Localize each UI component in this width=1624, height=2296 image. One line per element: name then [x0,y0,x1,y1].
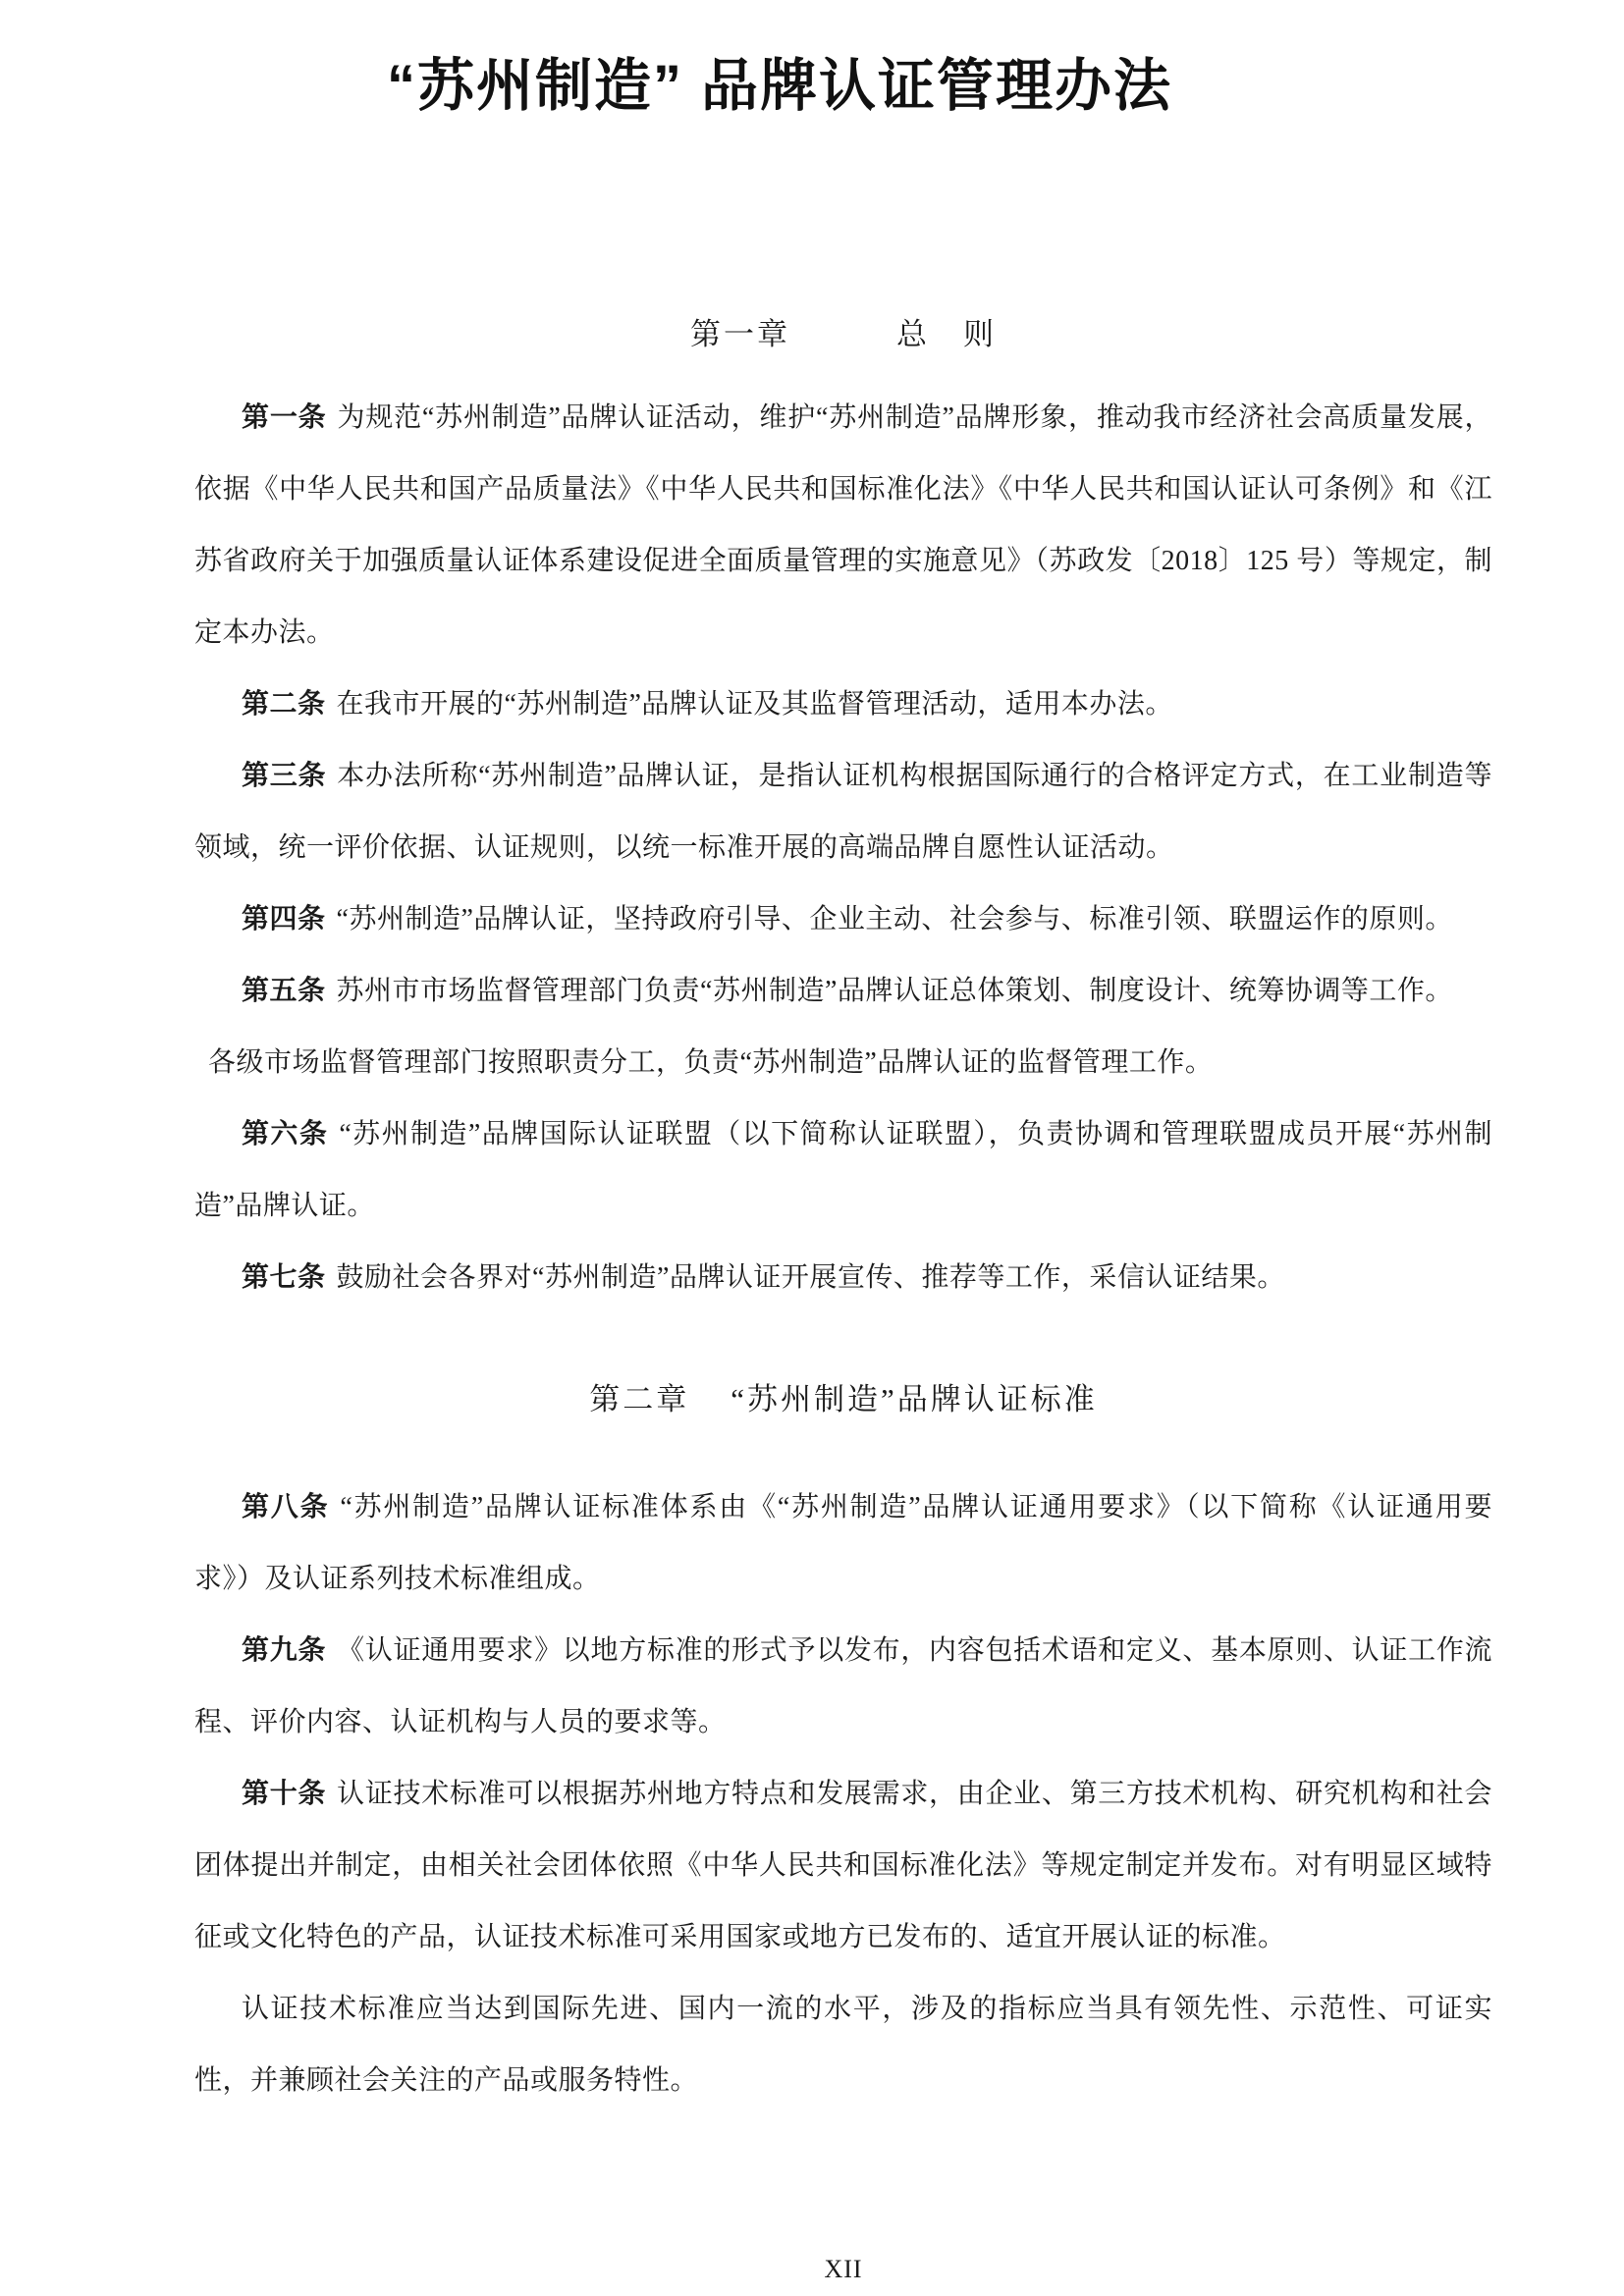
article-6-text: “苏州制造”品牌国际认证联盟（以下简称认证联盟），负责协调和管理联盟成员开展“苏州制造”品牌认证。 [194,1119,1492,1221]
article-4-text: “苏州制造”品牌认证，坚持政府引导、企业主动、社会参与、标准引领、联盟运作的原则。 [336,904,1453,934]
article-7-number: 第七条 [242,1262,326,1293]
page-number: XII [824,2255,863,2283]
article-7-paragraph [194,1242,1492,1313]
article-10-continuation-text: 认证技术标准应当达到国际先进、国内一流的水平，涉及的指标应当具有领先性、示范性、可证实性，并兼顾社会关注的产品或服务特性。 [194,1994,1492,2096]
chapter-1-title: 总 则 [896,317,997,351]
article-9-paragraph [194,1615,1492,1758]
article-8-paragraph [194,1471,1492,1615]
article-10-text: 认证技术标准可以根据苏州地方特点和发展需求，由企业、第三方技术机构、研究机构和社会团体提出并制定，由相关社会团体依照《中华人民共和国标准化法》等规定制定并发布。对有明显区域特征或文化特色的产品，认证技术标准可采用国家或地方已发布的、适宜开展认证的标准。 [194,1779,1492,1952]
article-4-number: 第四条 [242,904,326,934]
article-2-text: 在我市开展的“苏州制造”品牌认证及其监督管理活动，适用本办法。 [336,689,1173,720]
article-8-text: “苏州制造”品牌认证标准体系由《“苏州制造”品牌认证通用要求》（以下简称《认证通用要求》）及认证系列技术标准组成。 [194,1492,1492,1594]
article-3-number: 第三条 [242,761,327,791]
chapter-1-number: 第一章 [690,317,790,351]
article-6-number: 第六条 [242,1119,329,1149]
chapter-2-heading [194,1363,1492,1435]
article-5-continuation-paragraph [194,1027,1492,1098]
article-8-number: 第八条 [242,1492,330,1522]
article-1-paragraph [194,382,1492,668]
article-5-number: 第五条 [242,976,326,1006]
article-3-text: 本办法所称“苏州制造”品牌认证，是指认证机构根据国际通行的合格评定方式，在工业制造等领域，统一评价依据、认证规则，以统一标准开展的高端品牌自愿性认证活动。 [194,761,1492,863]
article-6-paragraph [194,1098,1492,1242]
article-10-number: 第十条 [242,1779,327,1809]
article-4-paragraph [194,883,1492,955]
article-1-text: 为规范“苏州制造”品牌认证活动，维护“苏州制造”品牌形象，推动我市经济社会高质量发展，依据《中华人民共和国产品质量法》《中华人民共和国标准化法》《中华人民共和国认证认可条例》和《江苏省政府关于加强质量认证体系建设促进全面质量管理的实施意见》（苏政发〔2018〕125 号）等规定，制定本办法。 [194,402,1492,648]
article-10-continuation-paragraph [194,1973,1492,2116]
article-5-paragraph [194,955,1492,1027]
chapter-2-body [194,1471,1492,2116]
article-3-paragraph [194,740,1492,883]
document-title: “苏州制造” 品牌认证管理办法 [386,54,1173,118]
article-9-text: 《认证通用要求》以地方标准的形式予以发布，内容包括术语和定义、基本原则、认证工作流程、评价内容、认证机构与人员的要求等。 [194,1635,1492,1737]
article-5-continuation-text: 各级市场监督管理部门按照职责分工，负责“苏州制造”品牌认证的监督管理工作。 [208,1047,1214,1078]
article-7-text: 鼓励社会各界对“苏州制造”品牌认证开展宣传、推荐等工作，采信认证结果。 [336,1262,1285,1293]
article-5-text: 苏州市市场监督管理部门负责“苏州制造”品牌认证总体策划、制度设计、统筹协调等工作。 [336,976,1453,1006]
article-2-paragraph [194,668,1492,740]
chapter-2-number: 第二章 [589,1382,690,1416]
chapter-2-title: “苏州制造”品牌认证标准 [731,1382,1098,1416]
article-1-number: 第一条 [242,402,327,433]
article-2-number: 第二条 [242,689,326,720]
article-10-paragraph [194,1758,1492,1973]
chapter-1-body [194,382,1492,1313]
article-9-number: 第九条 [242,1635,327,1666]
chapter-1-heading [194,298,1492,370]
